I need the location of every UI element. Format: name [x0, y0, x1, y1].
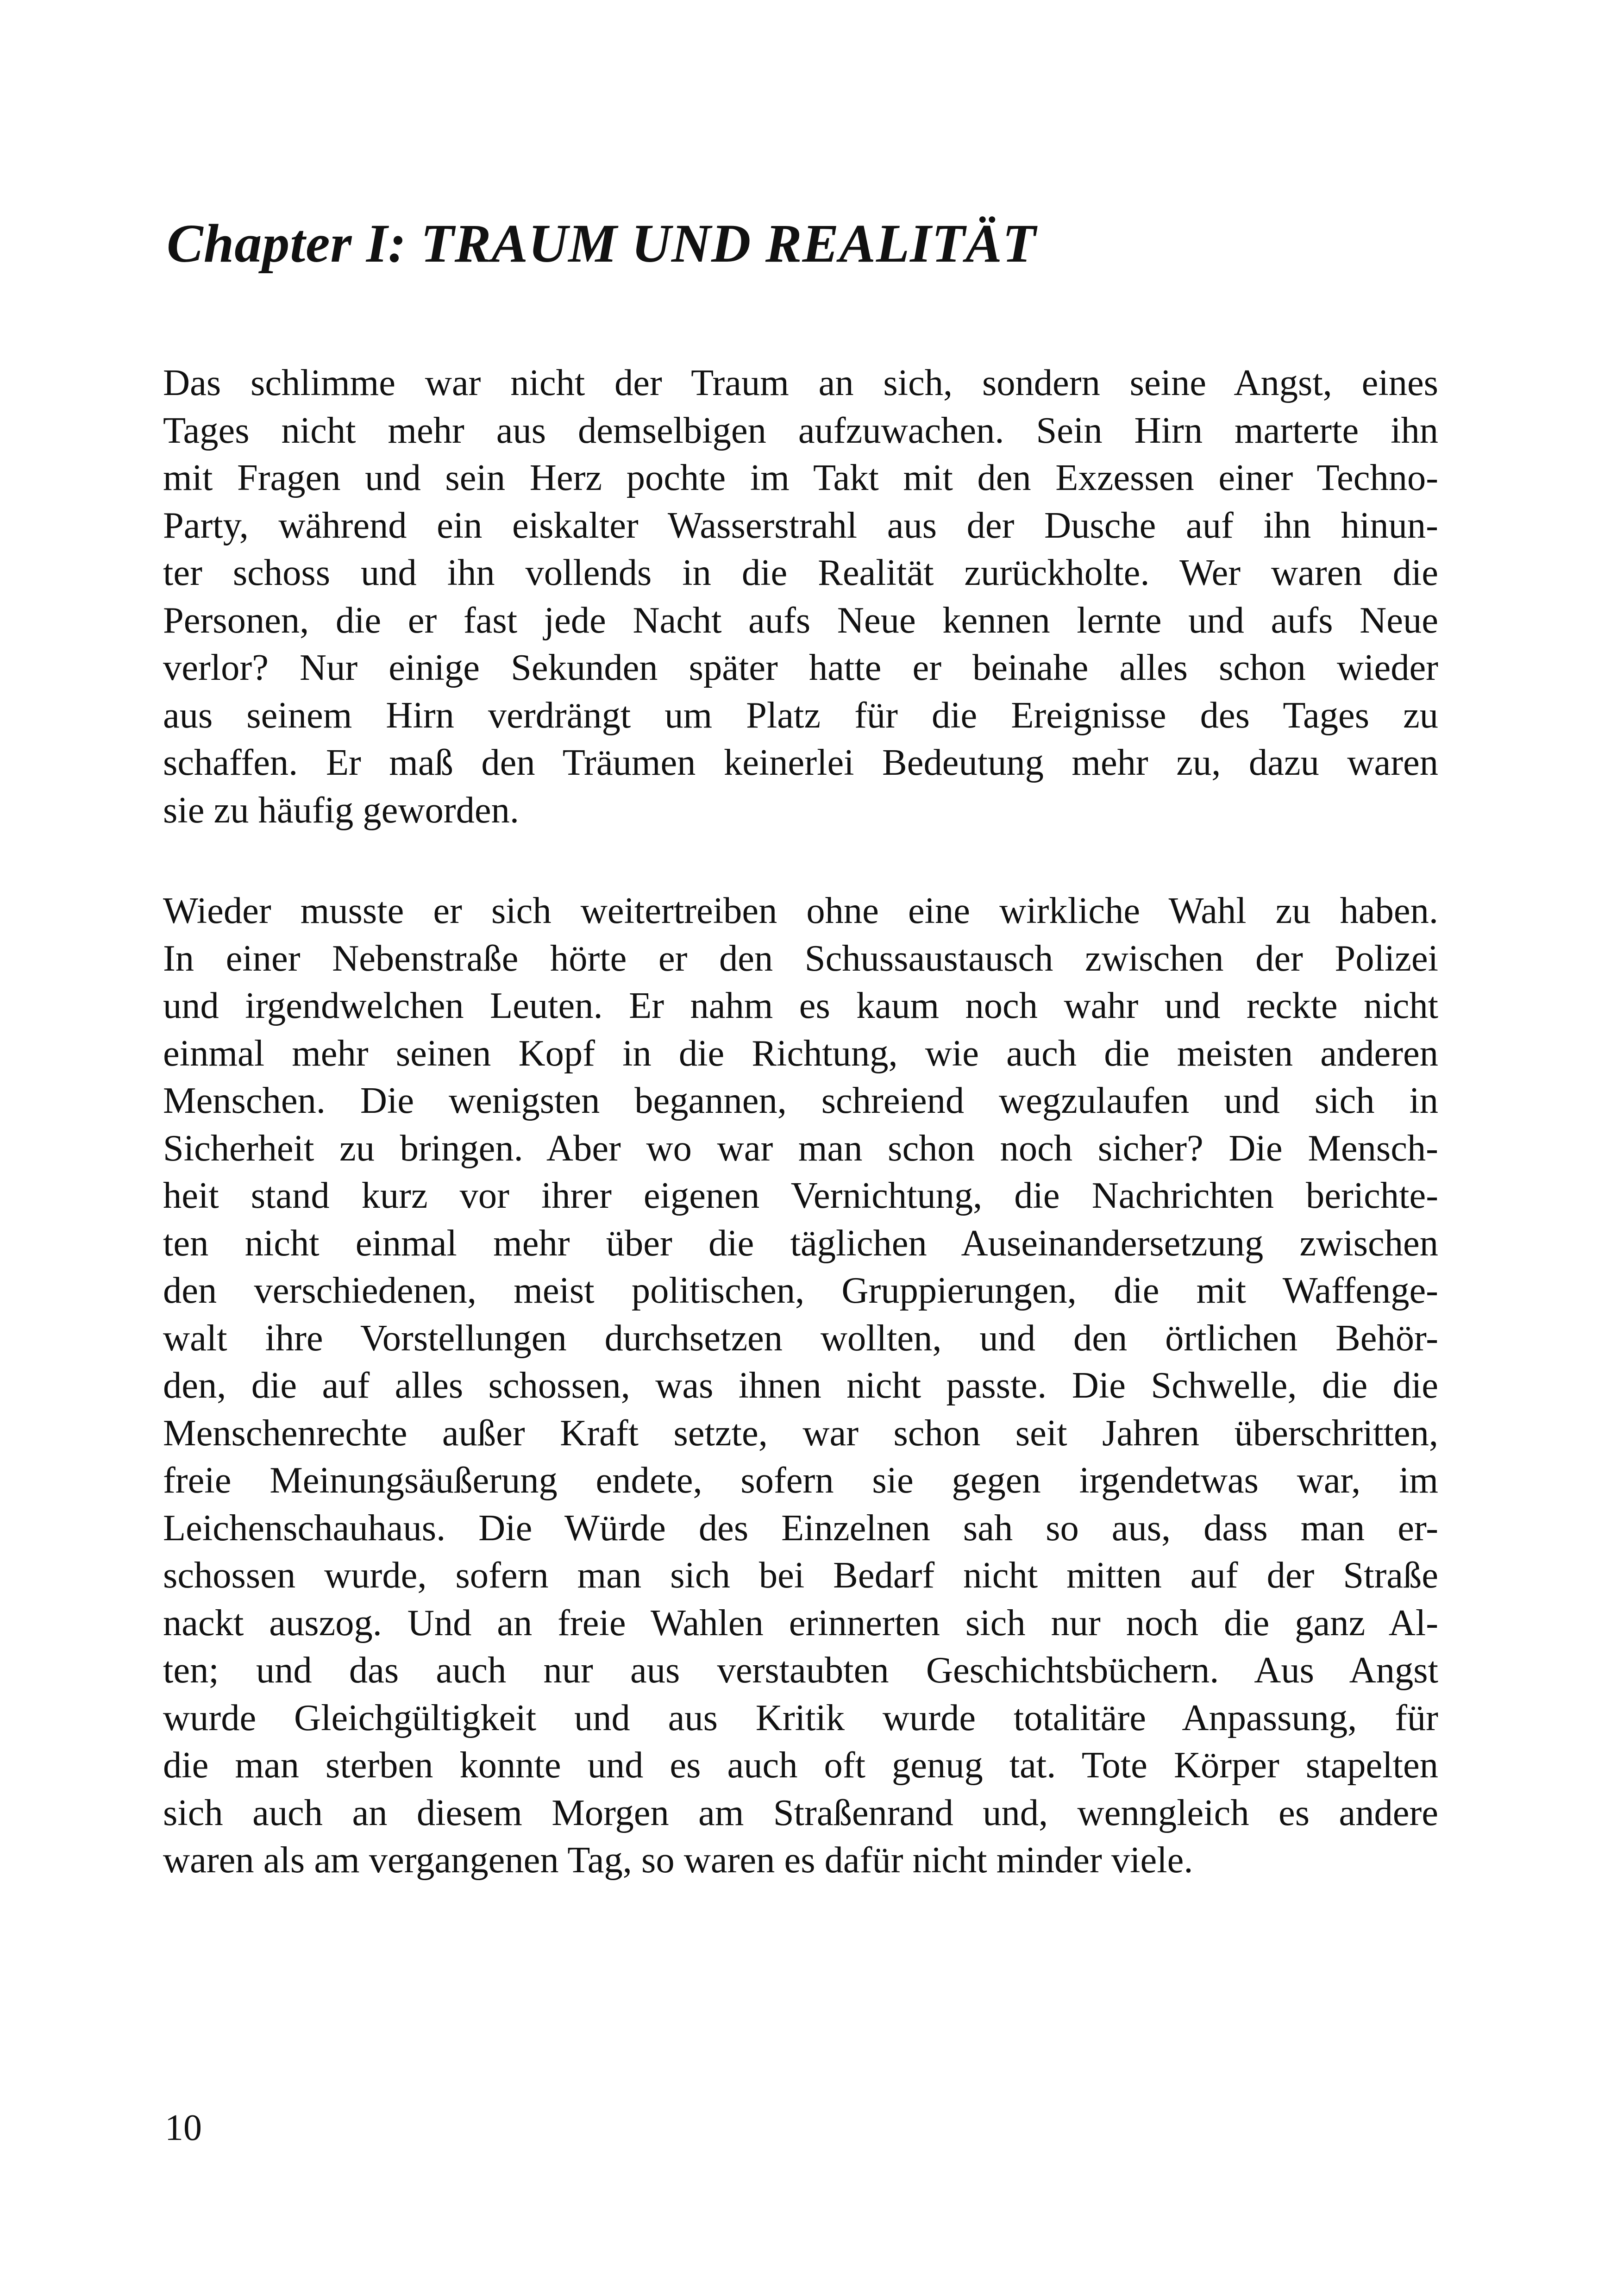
paragraph-2	[163, 887, 1438, 1884]
text-line: waren als am vergangenen Tag, so waren es dafür nicht minder viele.	[163, 1839, 1193, 1881]
chapter-title: Chapter I: TRAUM UND REALITÄT	[167, 213, 1036, 274]
text-line: sich auch an diesem Morgen am Straßenrand und, wenngleich es andere	[163, 1792, 1438, 1833]
text-line: die man sterben konnte und es auch oft genug tat. Tote Körper stapelten	[163, 1744, 1438, 1786]
text-line: In einer Nebenstraße hörte er den Schussaustausch zwischen der Polizei	[163, 937, 1438, 979]
text-line: ten; und das auch nur aus verstaubten Geschichtsbüchern. Aus Angst	[163, 1650, 1438, 1691]
text-line: den, die auf alles schossen, was ihnen nicht passte. Die Schwelle, die die	[163, 1365, 1438, 1406]
text-line: heit stand kurz vor ihrer eigenen Vernichtung, die Nachrichten berichte-	[163, 1175, 1438, 1216]
text-line: Das schlimme war nicht der Traum an sich, sondern seine Angst, eines	[163, 362, 1438, 403]
text-line: Menschenrechte außer Kraft setzte, war schon seit Jahren überschritten,	[163, 1412, 1438, 1454]
text-line: sie zu häufig geworden.	[163, 789, 519, 831]
text-line: Personen, die er fast jede Nacht aufs Neue kennen lernte und aufs Neue	[163, 599, 1438, 641]
text-line: ter schoss und ihn vollends in die Realität zurückholte. Wer waren die	[163, 552, 1438, 593]
text-line: Leichenschauhaus. Die Würde des Einzelnen sah so aus, dass man er-	[163, 1507, 1438, 1549]
text-line: Menschen. Die wenigsten begannen, schreiend wegzulaufen und sich in	[163, 1080, 1438, 1121]
text-line: den verschiedenen, meist politischen, Gruppierungen, die mit Waffenge-	[163, 1270, 1438, 1311]
text-line: verlor? Nur einige Sekunden später hatte er beinahe alles schon wieder	[163, 647, 1438, 688]
text-line: Tages nicht mehr aus demselbigen aufzuwachen. Sein Hirn marterte ihn	[163, 409, 1438, 451]
text-line: Sicherheit zu bringen. Aber wo war man schon noch sicher? Die Mensch-	[163, 1127, 1438, 1169]
text-line: einmal mehr seinen Kopf in die Richtung, wie auch die meisten anderen	[163, 1032, 1438, 1074]
text-line: schaffen. Er maß den Träumen keinerlei Bedeutung mehr zu, dazu waren	[163, 742, 1438, 783]
text-line: mit Fragen und sein Herz pochte im Takt mit den Exzessen einer Techno-	[163, 457, 1438, 498]
text-line: Wieder musste er sich weitertreiben ohne eine wirkliche Wahl zu haben.	[163, 890, 1438, 931]
paragraph-1	[163, 359, 1438, 834]
text-line: wurde Gleichgültigkeit und aus Kritik wurde totalitäre Anpassung, für	[163, 1697, 1438, 1738]
text-line: nackt auszog. Und an freie Wahlen erinnerten sich nur noch die ganz Al-	[163, 1602, 1438, 1644]
text-line: ten nicht einmal mehr über die täglichen Auseinandersetzung zwischen	[163, 1222, 1438, 1264]
text-line: aus seinem Hirn verdrängt um Platz für die Ereignisse des Tages zu	[163, 694, 1438, 736]
text-line: schossen wurde, sofern man sich bei Bedarf nicht mitten auf der Straße	[163, 1555, 1438, 1596]
text-line: freie Meinungsäußerung endete, sofern sie gegen irgendetwas war, im	[163, 1460, 1438, 1501]
text-line: Party, während ein eiskalter Wasserstrahl aus der Dusche auf ihn hinun-	[163, 504, 1438, 546]
page-number: 10	[165, 2108, 202, 2148]
text-line: walt ihre Vorstellungen durchsetzen wollten, und den örtlichen Behör-	[163, 1317, 1438, 1359]
text-line: und irgendwelchen Leuten. Er nahm es kaum noch wahr und reckte nicht	[163, 985, 1438, 1026]
